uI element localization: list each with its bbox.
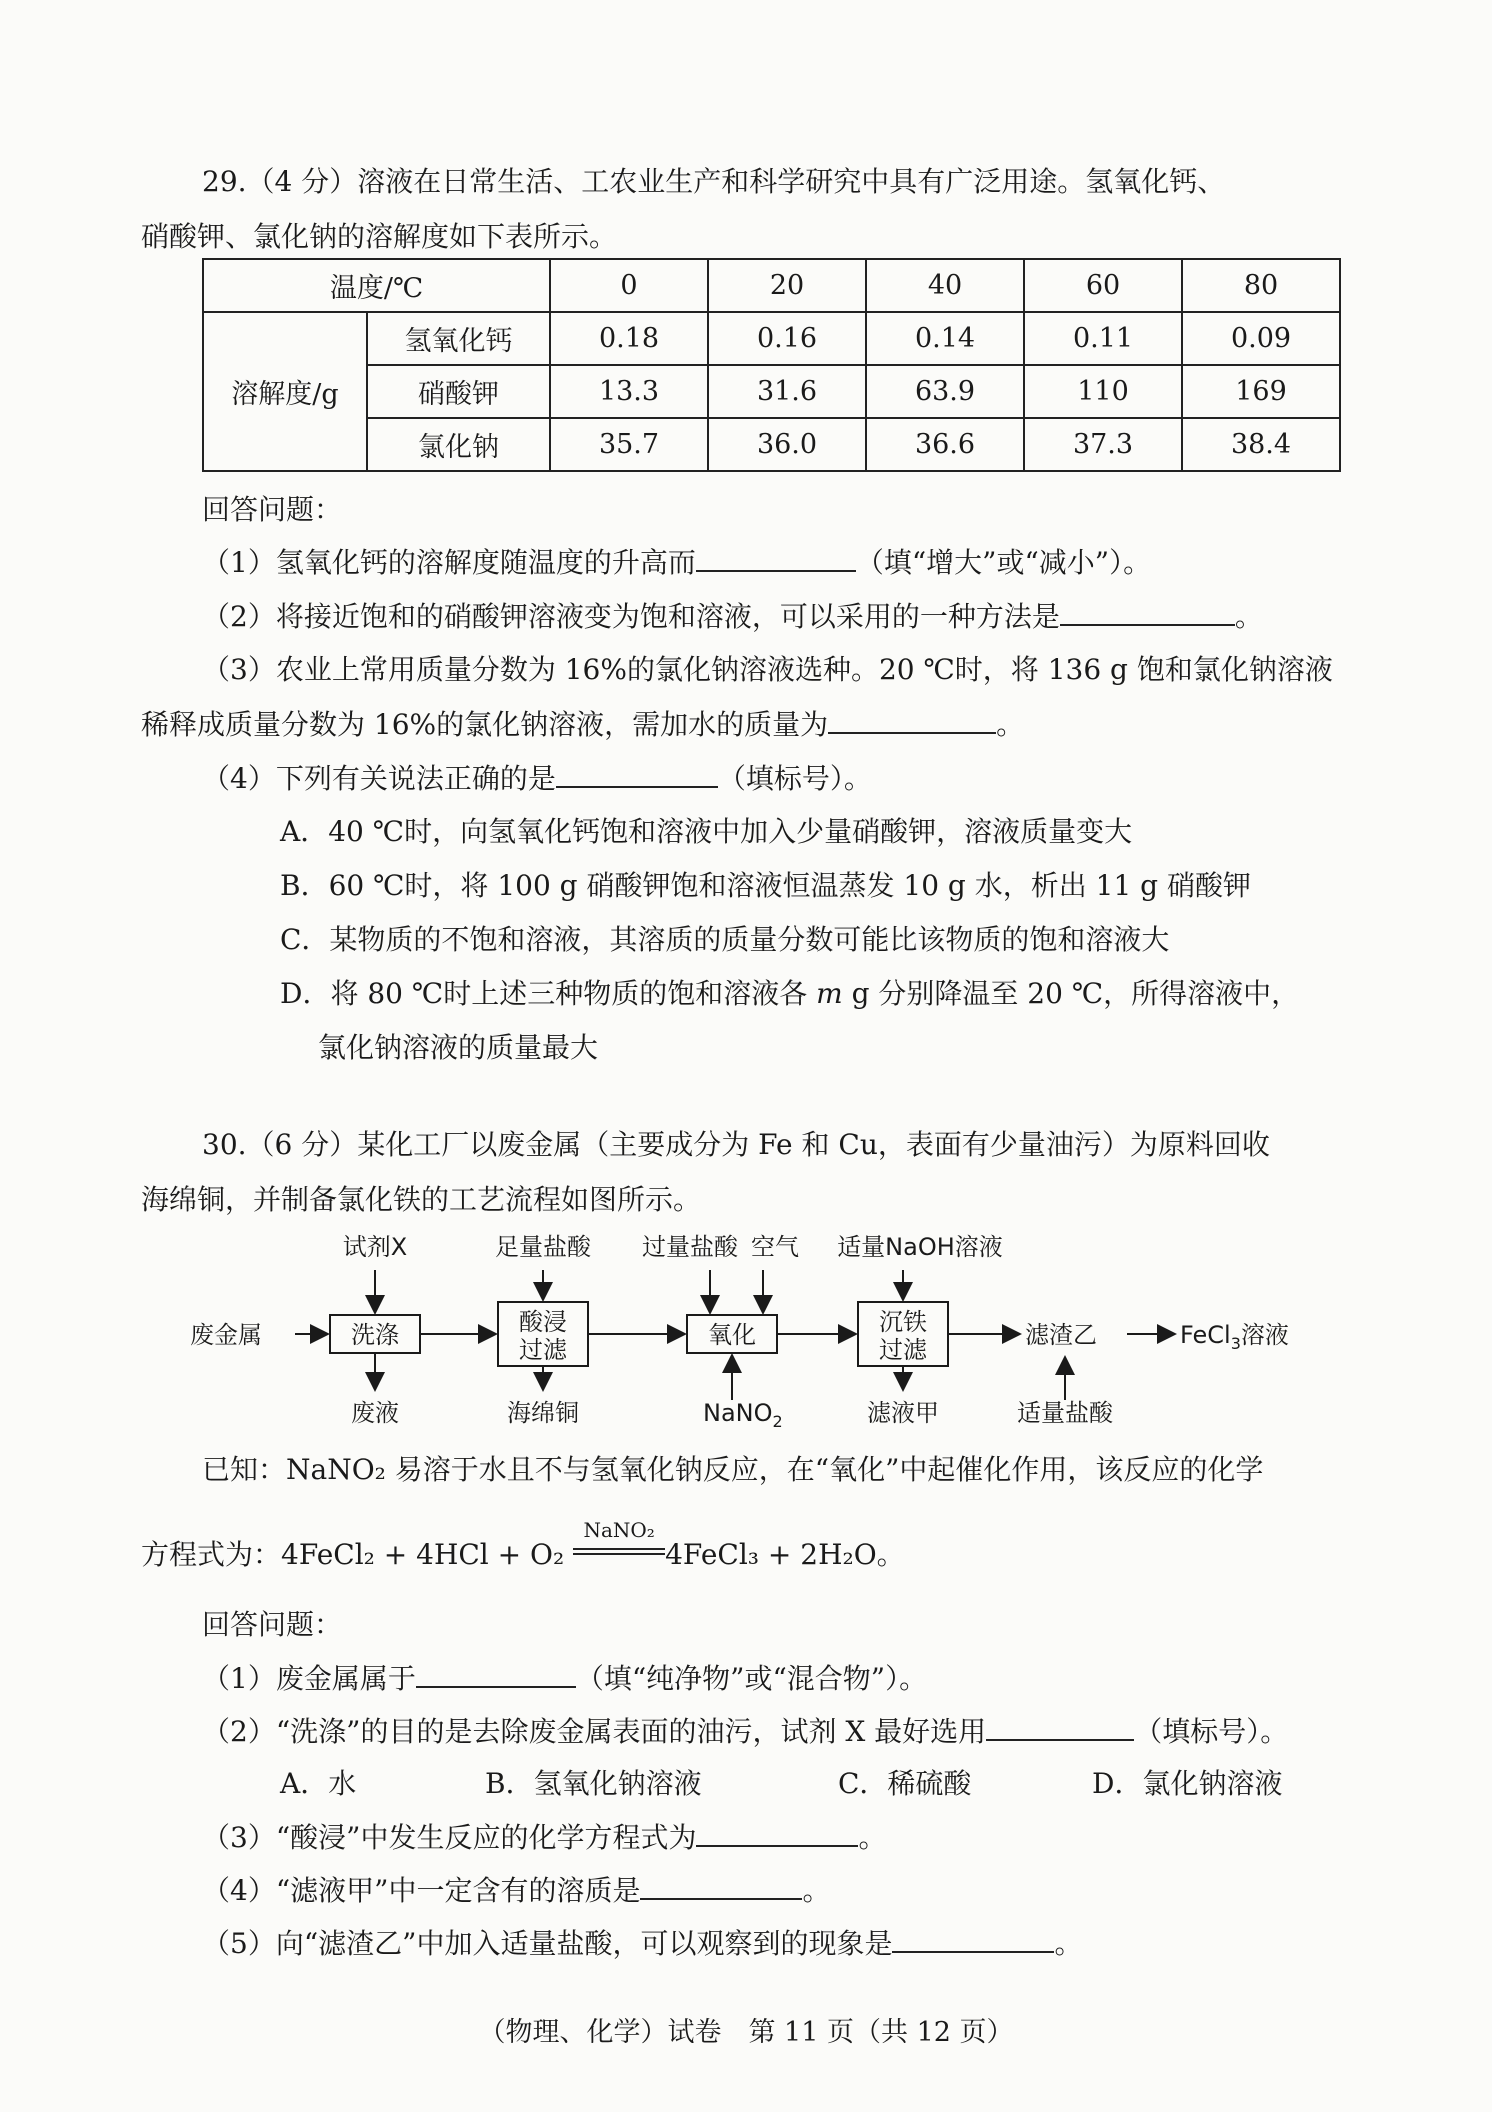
fecl3-sub: 3 (1230, 1334, 1241, 1353)
nano2-main: NaNO (703, 1399, 773, 1427)
q29-q2-end: 。 (1234, 600, 1263, 633)
q29-option-d-line2: 氯化钠溶液的质量最大 (318, 1031, 599, 1064)
equation-reactants: 方程式为：4FeCl₂ + 4HCl + O₂ (141, 1538, 574, 1571)
q30-q1-hint: （填“纯净物”或“混合物”）。 (575, 1662, 928, 1695)
q29-answer-label: 回答问题： (202, 493, 343, 526)
q29-q2-text: （2）将接近饱和的硝酸钾溶液变为饱和溶液，可以采用的一种方法是 (202, 600, 1060, 633)
answer-blank[interactable] (640, 1868, 802, 1900)
solubility-table (202, 258, 1341, 472)
q29-option-d (280, 972, 1299, 1012)
q29-option-a: A．40 ℃时，向氢氧化钙饱和溶液中加入少量硝酸钾，溶液质量变大 (280, 815, 1133, 848)
q29-intro-line1: 29.（4 分）溶液在日常生活、工农业生产和科学研究中具有广泛用途。氢氧化钙、 (202, 165, 1226, 198)
acid-leach-label: 酸浸 (519, 1308, 567, 1336)
fecl3-label (1180, 1321, 1289, 1353)
answer-blank[interactable] (696, 1815, 858, 1847)
substance-name: 氢氧化钙 (367, 312, 550, 365)
variable-m: m (816, 977, 843, 1010)
q30-q2-hint: （填标号）。 (1134, 1715, 1289, 1748)
q30-q3-end: 。 (858, 1821, 887, 1854)
naoh-label: 适量NaOH溶液 (837, 1233, 1003, 1261)
q29-question-3-line2 (141, 702, 1024, 743)
temp-header: 温度/℃ (203, 259, 550, 312)
substance-name: 硝酸钾 (367, 365, 550, 418)
wash-label: 洗涤 (351, 1321, 399, 1349)
solubility-group-label: 溶解度/g (203, 312, 367, 471)
answer-blank[interactable] (556, 756, 718, 788)
enough-hcl-label: 足量盐酸 (495, 1233, 591, 1261)
q30-question-4 (202, 1868, 830, 1909)
answer-blank[interactable] (1060, 594, 1235, 626)
q29-option-c: C．某物质的不饱和溶液，其溶质的质量分数可能比该物质的饱和溶液大 (280, 923, 1170, 956)
q30-q3-text: （3）“酸浸”中发生反应的化学方程式为 (202, 1821, 697, 1854)
table-header-row (203, 259, 1340, 312)
q29-question-3-line1: （3）农业上常用质量分数为 16%的氯化钠溶液选种。20 ℃时，将 136 g 饱和氯化钠溶液 (202, 653, 1333, 686)
table-cell: 0.11 (1024, 312, 1182, 365)
q29-option-d-text2: g 分别降温至 20 ℃，所得溶液中， (842, 977, 1300, 1010)
table-cell: 37.3 (1024, 418, 1182, 471)
reagent-x-label: 试剂X (342, 1233, 408, 1261)
table-cell: 0.14 (866, 312, 1024, 365)
table-row (203, 418, 1340, 471)
temp-cell: 60 (1024, 259, 1182, 312)
q30-intro-line2: 海绵铜，并制备氯化铁的工艺流程如图所示。 (141, 1183, 702, 1216)
nano2-sub: 2 (772, 1412, 783, 1431)
q29-option-d-text: D．将 80 ℃时上述三种物质的饱和溶液各 (280, 977, 817, 1010)
process-flow-diagram (190, 1225, 1340, 1442)
substance-name: 氯化钠 (367, 418, 550, 471)
table-cell: 36.0 (708, 418, 866, 471)
q30-known-line1: 已知：NaNO₂ 易溶于水且不与氢氧化钠反应，在“氧化”中起催化作用，该反应的化学 (202, 1453, 1264, 1486)
table-cell: 36.6 (866, 418, 1024, 471)
air-label: 空气 (751, 1233, 799, 1261)
q30-q2-text: （2）“洗涤”的目的是去除废金属表面的油污，试剂 X 最好选用 (202, 1715, 987, 1748)
q30-q5-text: （5）向“滤渣乙”中加入适量盐酸，可以观察到的现象是 (202, 1927, 893, 1960)
catalyst-label: NaNO₂ (583, 1518, 655, 1542)
temp-cell: 80 (1182, 259, 1340, 312)
table-cell: 0.09 (1182, 312, 1340, 365)
q30-q2-option-c: C．稀硫酸 (838, 1767, 972, 1800)
iron-precip-label: 沉铁 (879, 1308, 927, 1336)
q29-q4-text: （4）下列有关说法正确的是 (202, 762, 556, 795)
q30-question-2 (202, 1709, 1288, 1750)
flow-start-label: 废金属 (190, 1321, 262, 1349)
q30-question-3 (202, 1815, 886, 1856)
q29-q4-hint: （填标号）。 (717, 762, 872, 795)
q30-question-1 (202, 1656, 927, 1697)
equation-products: 4FeCl₃ + 2H₂O。 (665, 1538, 905, 1571)
q30-q4-text: （4）“滤液甲”中一定含有的溶质是 (202, 1874, 641, 1907)
filter-label: 过滤 (519, 1336, 567, 1364)
table-cell: 35.7 (550, 418, 708, 471)
q29-q3-text: 稀释成质量分数为 16%的氯化钠溶液，需加水的质量为 (141, 708, 829, 741)
q29-intro-line2: 硝酸钾、氯化钠的溶解度如下表所示。 (141, 220, 618, 253)
table-cell: 63.9 (866, 365, 1024, 418)
temp-cell: 0 (550, 259, 708, 312)
table-row (203, 312, 1340, 365)
waste-liquid-label: 废液 (351, 1399, 399, 1427)
proper-hcl-label: 适量盐酸 (1017, 1399, 1113, 1427)
table-row (203, 365, 1340, 418)
temp-cell: 20 (708, 259, 866, 312)
fecl3-main: FeCl (1180, 1321, 1231, 1349)
q29-q1-text: （1）氢氧化钙的溶解度随温度的升高而 (202, 546, 696, 579)
q29-option-b: B．60 ℃时，将 100 g 硝酸钾饱和溶液恒温蒸发 10 g 水，析出 11 g 硝酸钾 (280, 869, 1252, 902)
q30-equation (141, 1518, 905, 1573)
q29-q1-hint: （填“增大”或“减小”）。 (855, 546, 1152, 579)
table-cell: 110 (1024, 365, 1182, 418)
table-cell: 169 (1182, 365, 1340, 418)
temp-cell: 40 (866, 259, 1024, 312)
q30-answer-label: 回答问题： (202, 1608, 343, 1641)
excess-hcl-label: 过量盐酸 (642, 1233, 738, 1261)
answer-blank[interactable] (416, 1656, 576, 1688)
q30-q2-option-d: D．氯化钠溶液 (1092, 1767, 1283, 1800)
sponge-copper-label: 海绵铜 (507, 1399, 579, 1427)
filtrate-a-label: 滤液甲 (867, 1399, 939, 1427)
answer-blank[interactable] (828, 702, 996, 734)
flow-svg (190, 1225, 1340, 1435)
table-cell: 31.6 (708, 365, 866, 418)
table-cell: 0.16 (708, 312, 866, 365)
table-cell: 0.18 (550, 312, 708, 365)
answer-blank[interactable] (892, 1921, 1054, 1953)
q29-question-2 (202, 594, 1263, 635)
q30-q4-end: 。 (802, 1874, 831, 1907)
residue-b-label: 滤渣乙 (1025, 1321, 1097, 1349)
fecl3-post: 溶液 (1240, 1321, 1289, 1349)
q30-q1-text: （1）废金属属于 (202, 1662, 416, 1695)
q30-intro-line1: 30.（6 分）某化工厂以废金属（主要成分为 Fe 和 Cu，表面有少量油污）为原料回收 (202, 1128, 1270, 1161)
page-footer: （物理、化学）试卷 第 11 页（共 12 页） (478, 2017, 1014, 2048)
q29-q3-end: 。 (996, 708, 1025, 741)
answer-blank[interactable] (986, 1709, 1134, 1741)
q30-q2-option-b: B．氢氧化钠溶液 (485, 1767, 702, 1800)
answer-blank[interactable] (696, 540, 856, 572)
q29-question-1 (202, 540, 1151, 581)
oxidize-label: 氧化 (708, 1321, 756, 1349)
q30-q2-option-a: A．水 (280, 1767, 357, 1800)
q30-question-5 (202, 1921, 1082, 1962)
filter2-label: 过滤 (879, 1336, 927, 1364)
q30-q5-end: 。 (1054, 1927, 1083, 1960)
equation-condition (573, 1518, 665, 1570)
nano2-label (703, 1399, 783, 1431)
table-cell: 13.3 (550, 365, 708, 418)
q29-question-4 (202, 756, 872, 797)
table-cell: 38.4 (1182, 418, 1340, 471)
